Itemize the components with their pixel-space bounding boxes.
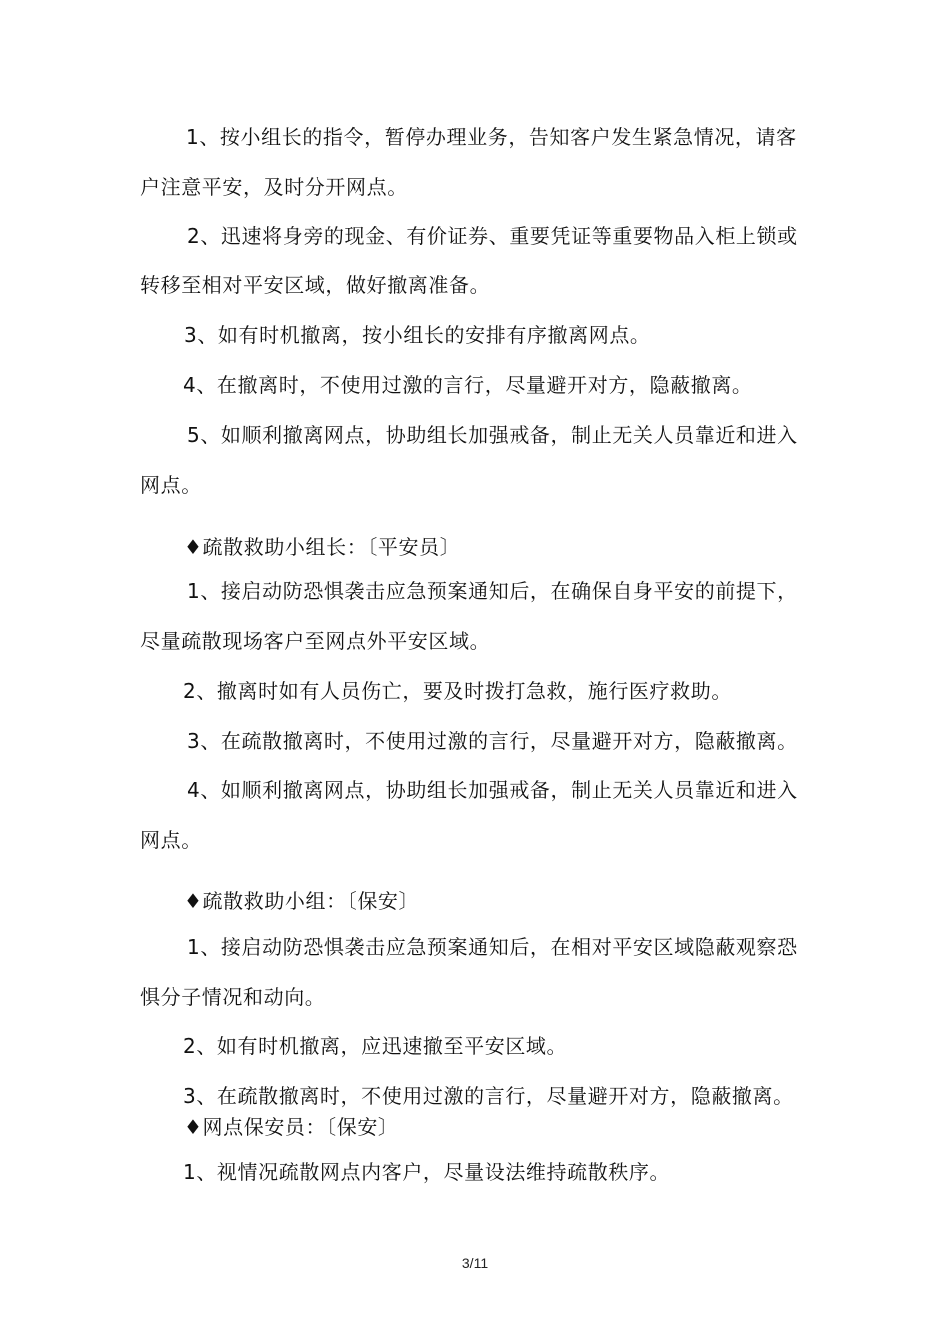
body-line: 2、迅速将身旁的现金、有价证券、重要凭证等重要物品入柜上锁或 (187, 224, 798, 248)
section-heading: ♦疏散救助小组长：〔平安员〕 (184, 535, 461, 559)
body-line: 网点。 (140, 828, 202, 852)
body-line: 2、如有时机撤离，应迅速撤至平安区域。 (183, 1034, 568, 1058)
body-line: 1、按小组长的指令，暂停办理业务，告知客户发生紧急情况，请客 (186, 125, 797, 149)
section-heading: ♦疏散救助小组：〔保安〕 (184, 889, 420, 913)
body-line: 尽量疏散现场客户至网点外平安区域。 (140, 629, 491, 653)
body-line: 3、如有时机撤离，按小组长的安排有序撤离网点。 (184, 323, 651, 347)
body-line: 5、如顺利撤离网点，协助组长加强戒备，制止无关人员靠近和进入 (187, 423, 798, 447)
section-heading: ♦网点保安员：〔保安〕 (184, 1115, 399, 1139)
body-line: 户注意平安，及时分开网点。 (140, 175, 408, 199)
body-line: 3、在疏散撤离时，不使用过激的言行，尽量避开对方，隐蔽撤离。 (187, 729, 798, 753)
body-line: 4、如顺利撤离网点，协助组长加强戒备，制止无关人员靠近和进入 (187, 778, 798, 802)
body-line: 4、在撤离时，不使用过激的言行，尽量避开对方，隐蔽撤离。 (183, 373, 753, 397)
body-line: 1、接启动防恐惧袭击应急预案通知后，在确保自身平安的前提下， (187, 579, 798, 603)
body-line: 3、在疏散撤离时，不使用过激的言行，尽量避开对方，隐蔽撤离。 (183, 1084, 794, 1108)
body-line: 惧分子情况和动向。 (140, 985, 326, 1009)
body-line: 1、视情况疏散网点内客户，尽量设法维持疏散秩序。 (183, 1160, 671, 1184)
page-number: 3/11 (461, 1255, 489, 1271)
body-line: 网点。 (140, 473, 202, 497)
body-line: 转移至相对平安区域，做好撤离准备。 (140, 273, 491, 297)
body-line: 2、撤离时如有人员伤亡，要及时拨打急救，施行医疗救助。 (183, 679, 732, 703)
body-line: 1、接启动防恐惧袭击应急预案通知后，在相对平安区域隐蔽观察恐 (187, 935, 798, 959)
